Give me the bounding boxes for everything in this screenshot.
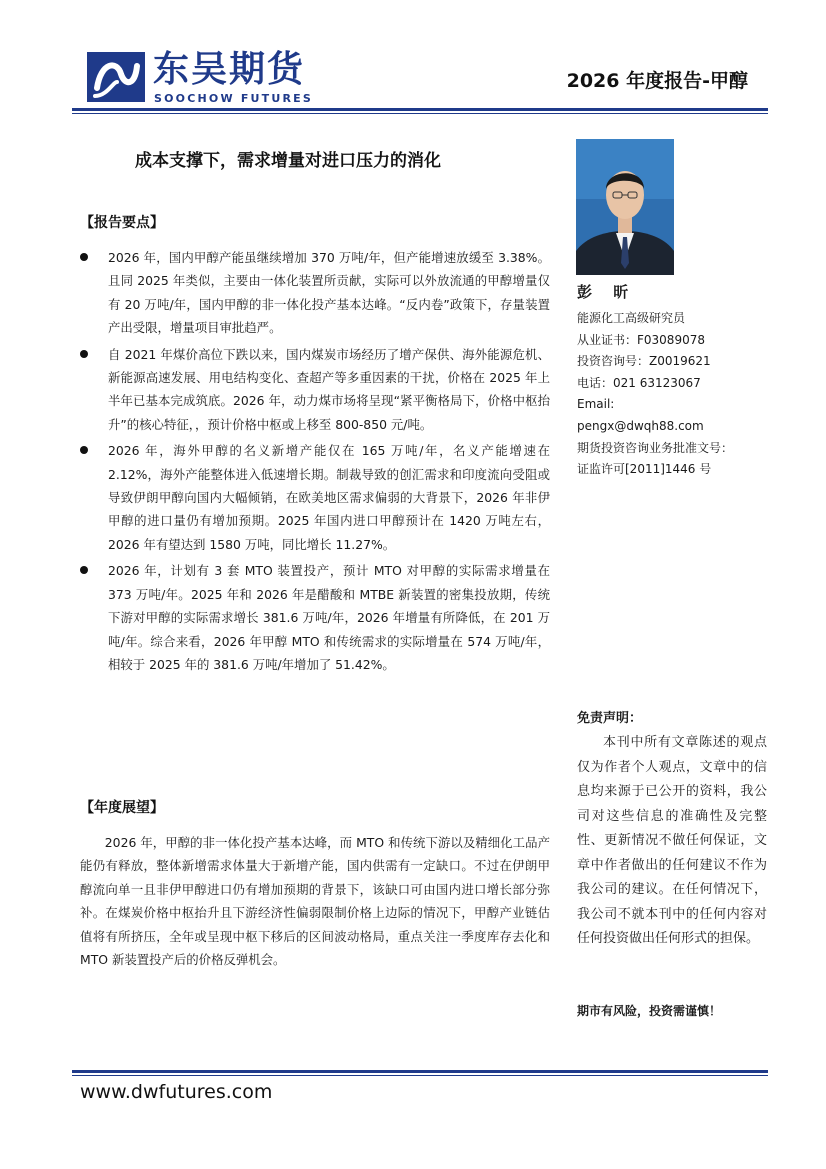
key-point-text: 2026 年，海外甲醇的名义新增产能仅在 165 万吨/年，名义产能增速在 2.12%，海外产能整体进入低速增长期。制裁导致的创汇需求和印度流向受阻或导致伊朗甲醇向国内大幅倾销，在欧美地区需求偏弱的大背景下，2026 年非伊甲醇的进口量仍有增加预期。2025 年国内进口甲醇预计在 1420 万吨左右，2026 年有望达到 1580 万吨，同比增长 11.27%。 — [108, 443, 550, 552]
risk-warning: 期市有风险，投资需谨慎！ — [577, 1004, 722, 1018]
header-divider — [72, 108, 768, 111]
footer-divider-thin — [72, 1075, 768, 1076]
footer-divider — [72, 1070, 768, 1073]
author-cert: 从业证书：F03089078 — [577, 332, 705, 347]
author-email[interactable]: pengx@dwqh88.com — [577, 418, 704, 433]
bullet-icon — [80, 253, 88, 261]
disclaimer-text: 本刊中所有文章陈述的观点仅为作者个人观点，文章中的信息均来源于已公开的资料，我公司对这些信息的准确性及完整性、更新情况不做任何保证，文章中作者做出的任何建议不作为我公司的建议。在任何情况下，我公司不就本刊中的任何内容对任何投资做出任何形式的担保。 — [577, 735, 767, 946]
list-item — [80, 246, 550, 340]
list-item — [80, 559, 550, 676]
key-point-text: 2026 年，国内甲醇产能虽继续增加 370 万吨/年，但产能增速放缓至 3.38%。且同 2025 年类似，主要由一体化装置所贡献，实际可以外放流通的甲醇增量仅有 20 万吨/年，国内甲醇的非一体化投产基本达峰。“反内卷”政策下，存量装置产出受限，增量项目审批趋严。 — [108, 250, 550, 336]
list-item — [80, 439, 550, 556]
logo-icon — [87, 52, 145, 102]
logo-text: 东吴期货 — [153, 49, 306, 90]
logo-subtitle: SOOCHOW FUTURES — [154, 92, 314, 105]
outlook-text: 2026 年，甲醇的非一体化投产基本达峰，而 MTO 和传统下游以及精细化工品产能仍有释放，整体新增需求体量大于新增产能，国内供需有一定缺口。不过在伊朗甲醇流向单一且非伊甲醇进口仍有增加预期的背景下，该缺口可由国内进口增长部分弥补。在煤炭价格中枢抬升且下游经济性偏弱限制价格上边际的情况下，甲醇产业链估值将有所挤压，全年或呈现中枢下移后的区间波动格局，重点关注一季度库存去化和 MTO 新装置投产后的价格反弹机会。 — [80, 835, 550, 968]
license-label: 期货投资咨询业务批准文号： — [577, 440, 734, 455]
outlook-heading: 【年度展望】 — [80, 800, 164, 816]
footer-url[interactable]: www.dwfutures.com — [80, 1081, 273, 1103]
bullet-icon — [80, 566, 88, 574]
report-title: 2026 年度报告-甲醇 — [566, 70, 748, 92]
key-point-text: 自 2021 年煤价高位下跌以来，国内煤炭市场经历了增产保供、海外能源危机、新能源高速发展、用电结构变化、查超产等多重因素的干扰，价格在 2025 年上半年已基本完成筑底。2026 年，动力煤市场将呈现“紧平衡格局下，价格中枢抬升”的核心特征，，预计价格中枢或上移至 800-850 元/吨。 — [108, 346, 550, 432]
key-points-list — [80, 246, 550, 679]
disclaimer-heading: 免责声明： — [577, 711, 643, 726]
author-info — [577, 308, 757, 481]
bullet-icon — [80, 446, 88, 454]
author-name: 彭 昕 — [577, 283, 637, 301]
key-points-heading: 【报告要点】 — [80, 215, 164, 231]
page-title: 成本支撑下，需求增量对进口压力的消化 — [135, 151, 441, 171]
license-number: 证监许可[2011]1446 号 — [577, 462, 712, 477]
author-role: 能源化工高级研究员 — [577, 311, 686, 325]
list-item — [80, 343, 550, 437]
author-phone: 电话：021 63123067 — [577, 375, 701, 390]
author-email-label: Email: — [577, 397, 615, 412]
key-point-text: 2026 年，计划有 3 套 MTO 装置投产，预计 MTO 对甲醇的实际需求增量在 373 万吨/年。2025 年和 2026 年是醋酸和 MTBE 新装置的密集投放期，传统下游对甲醇的实际需求增长 381.6 万吨/年，2026 年增量有所降低，在 201 万吨/年。综合来看，2026 年甲醇 MTO 和传统需求的实际增量在 574 万吨/年，相较于 2025 年的 381.6 万吨/年增加了 51.42%。 — [108, 563, 550, 672]
header-divider-thin — [72, 113, 768, 114]
author-consult-number: 投资咨询号：Z0019621 — [577, 354, 711, 369]
author-photo — [576, 139, 674, 275]
bullet-icon — [80, 350, 88, 358]
